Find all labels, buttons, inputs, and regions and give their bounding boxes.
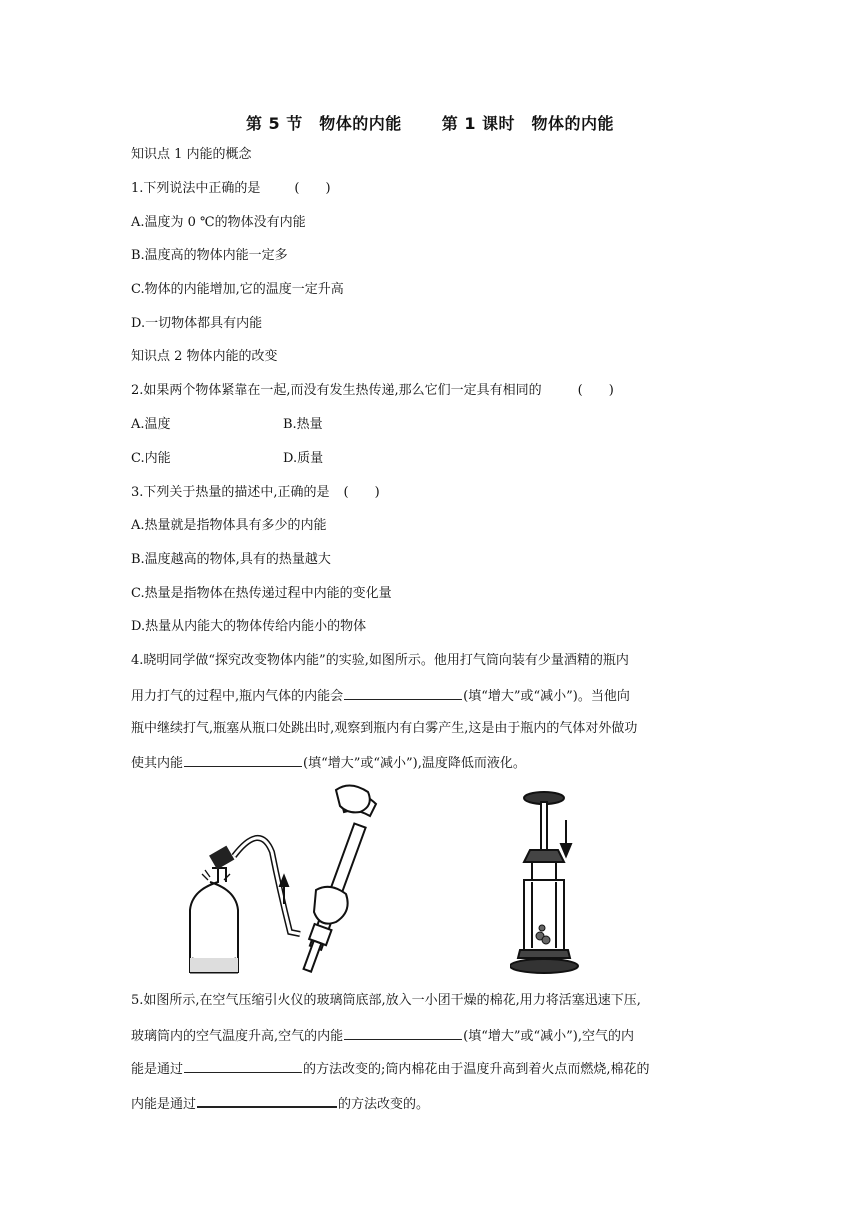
q2-stem-text: 2.如果两个物体紧靠在一起,而没有发生热传递,那么它们一定具有相同的: [131, 383, 542, 398]
q5-line-2-text-a: 玻璃筒内的空气温度升高,空气的内能: [131, 1029, 344, 1044]
q2-option-c: C.内能: [131, 451, 171, 466]
q2-option-d: D.质量: [283, 451, 324, 466]
q3-option-a: A.热量就是指物体具有多少的内能: [131, 518, 327, 533]
q2-stem: [131, 382, 614, 400]
q5-blank-2[interactable]: [184, 1059, 302, 1073]
q3-stem: [131, 484, 380, 502]
q2-option-row-2: [131, 450, 171, 468]
q5-line-4-text-a: 内能是通过: [131, 1097, 197, 1112]
knowledge-point-1-title: 知识点 1 内能的概念: [131, 147, 252, 162]
q4-line-2-text-b: (填“增大”或“减小”)。当他向: [463, 689, 630, 704]
q1-option-d: D.一切物体都具有内能: [131, 316, 263, 331]
q5-line-3-text-a: 能是通过: [131, 1062, 184, 1077]
q4-blank-1[interactable]: [344, 686, 462, 700]
q1-answer-paren: ( ): [294, 181, 331, 196]
q1-stem-text: 1.下列说法中正确的是: [131, 181, 261, 196]
q4-line-2-text-a: 用力打气的过程中,瓶内气体的内能会: [131, 689, 344, 704]
q1-option-c: C.物体的内能增加,它的温度一定升高: [131, 282, 344, 297]
q3-stem-text: 3.下列关于热量的描述中,正确的是: [131, 485, 330, 500]
lesson-title: 第 1 课时 物体的内能: [441, 114, 615, 133]
q4-line-1: 4.晓明同学做“探究改变物体内能”的实验,如图所示。他用打气筒向装有少量酒精的瓶内: [131, 653, 629, 668]
q5-line-4: [131, 1093, 429, 1114]
section-title: 第 5 节 物体的内能: [245, 114, 402, 133]
q4-line-2: [131, 686, 630, 706]
q5-line-4-text-b: 的方法改变的。: [338, 1097, 430, 1112]
q3-option-c: C.热量是指物体在热传递过程中内能的变化量: [131, 586, 392, 601]
q5-line-1: 5.如图所示,在空气压缩引火仪的玻璃筒底部,放入一小团干燥的棉花,用力将活塞迅速下压,: [131, 993, 641, 1008]
q2-answer-paren: ( ): [577, 383, 614, 398]
q5-line-3-text-b: 的方法改变的;筒内棉花由于温度升高到着火点而燃烧,棉花的: [303, 1062, 650, 1077]
q3-option-d: D.热量从内能大的物体传给内能小的物体: [131, 619, 367, 634]
q5-line-2: [131, 1026, 634, 1046]
pump-bottle-figure: [180, 782, 390, 978]
q5-line-3: [131, 1059, 650, 1079]
page-title: [0, 111, 860, 134]
q4-line-4: [131, 753, 526, 773]
q5-blank-1[interactable]: [344, 1026, 462, 1040]
q2-option-row-1: [131, 416, 171, 434]
knowledge-point-2-title: 知识点 2 物体内能的改变: [131, 349, 278, 364]
q1-stem: [131, 180, 331, 198]
fire-piston-figure: [510, 790, 610, 976]
q2-option-b: B.热量: [283, 417, 323, 432]
q2-option-a: A.温度: [131, 417, 171, 432]
q1-option-a: A.温度为 0 ℃的物体没有内能: [131, 215, 306, 230]
q4-line-4-text-a: 使其内能: [131, 756, 184, 771]
q4-blank-2[interactable]: [184, 753, 302, 767]
q3-answer-paren: ( ): [343, 485, 380, 500]
q5-blank-3[interactable]: [197, 1093, 337, 1108]
q3-option-b: B.温度越高的物体,具有的热量越大: [131, 552, 331, 567]
q4-line-4-text-b: (填“增大”或“减小”),温度降低而液化。: [303, 756, 526, 771]
q1-option-b: B.温度高的物体内能一定多: [131, 248, 288, 263]
q5-line-2-text-b: (填“增大”或“减小”),空气的内: [463, 1029, 635, 1044]
q4-line-3: 瓶中继续打气,瓶塞从瓶口处跳出时,观察到瓶内有白雾产生,这是由于瓶内的气体对外做功: [131, 721, 638, 736]
